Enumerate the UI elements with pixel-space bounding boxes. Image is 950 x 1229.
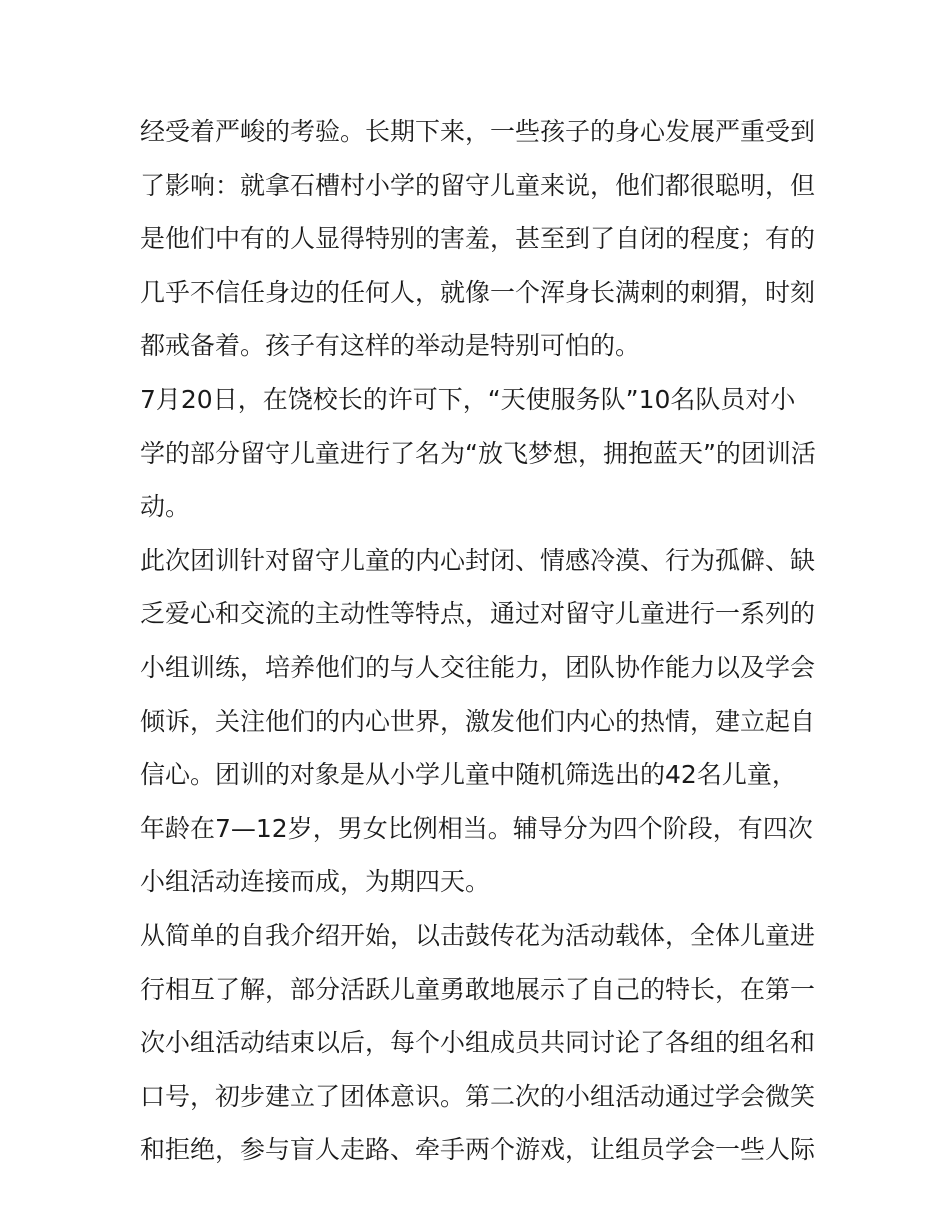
text-line: 小组训练，培养他们的与人交往能力，团队协作能力以及学会 xyxy=(140,652,816,682)
text-line: 次小组活动结束以后，每个小组成员共同讨论了各组的组名和 xyxy=(140,1028,816,1058)
text-line: 此次团训针对留守儿童的内心封闭、情感冷漠、行为孤僻、缺 xyxy=(140,545,816,575)
body-text xyxy=(140,105,820,1177)
text-line: 经受着严峻的考验。长期下来，一些孩子的身心发展严重受到 xyxy=(140,117,816,146)
text-line: 是他们中有的人显得特别的害羞，甚至到了自闭的程度；有的 xyxy=(140,224,816,254)
text-line: 7月20日，在饶校长的许可下，“天使服务队”10名队员对小 xyxy=(140,384,796,414)
text-line: 动。 xyxy=(140,492,191,522)
text-line: 从简单的自我介绍开始，以击鼓传花为活动载体，全体儿童进 xyxy=(140,920,816,950)
text-line: 口号，初步建立了团体意识。第二次的小组活动通过学会微笑 xyxy=(140,1081,816,1111)
text-line: 几乎不信任身边的任何人，就像一个浑身长满刺的刺猬，时刻 xyxy=(140,277,816,307)
text-line: 倾诉，关注他们的内心世界，激发他们内心的热情，建立起自 xyxy=(140,706,816,736)
text-line: 年龄在7—12岁，男女比例相当。辅导分为四个阶段，有四次 xyxy=(140,813,813,843)
text-line: 小组活动连接而成，为期四天。 xyxy=(140,867,491,897)
text-line: 乏爱心和交流的主动性等特点，通过对留守儿童进行一系列的 xyxy=(140,599,816,629)
text-line: 和拒绝，参与盲人走路、牵手两个游戏，让组员学会一些人际 xyxy=(140,1135,816,1165)
text-line: 都戒备着。孩子有这样的举动是特别可怕的。 xyxy=(140,331,641,361)
text-line: 了影响：就拿石槽村小学的留守儿童来说，他们都很聪明，但 xyxy=(140,170,816,200)
text-line: 信心。团训的对象是从小学儿童中随机筛选出的42名儿童， xyxy=(140,760,797,790)
text-line: 行相互了解，部分活跃儿童勇敢地展示了自己的特长，在第一 xyxy=(140,974,816,1004)
text-line: 学的部分留守儿童进行了名为“放飞梦想，拥抱蓝天”的团训活 xyxy=(140,438,816,468)
